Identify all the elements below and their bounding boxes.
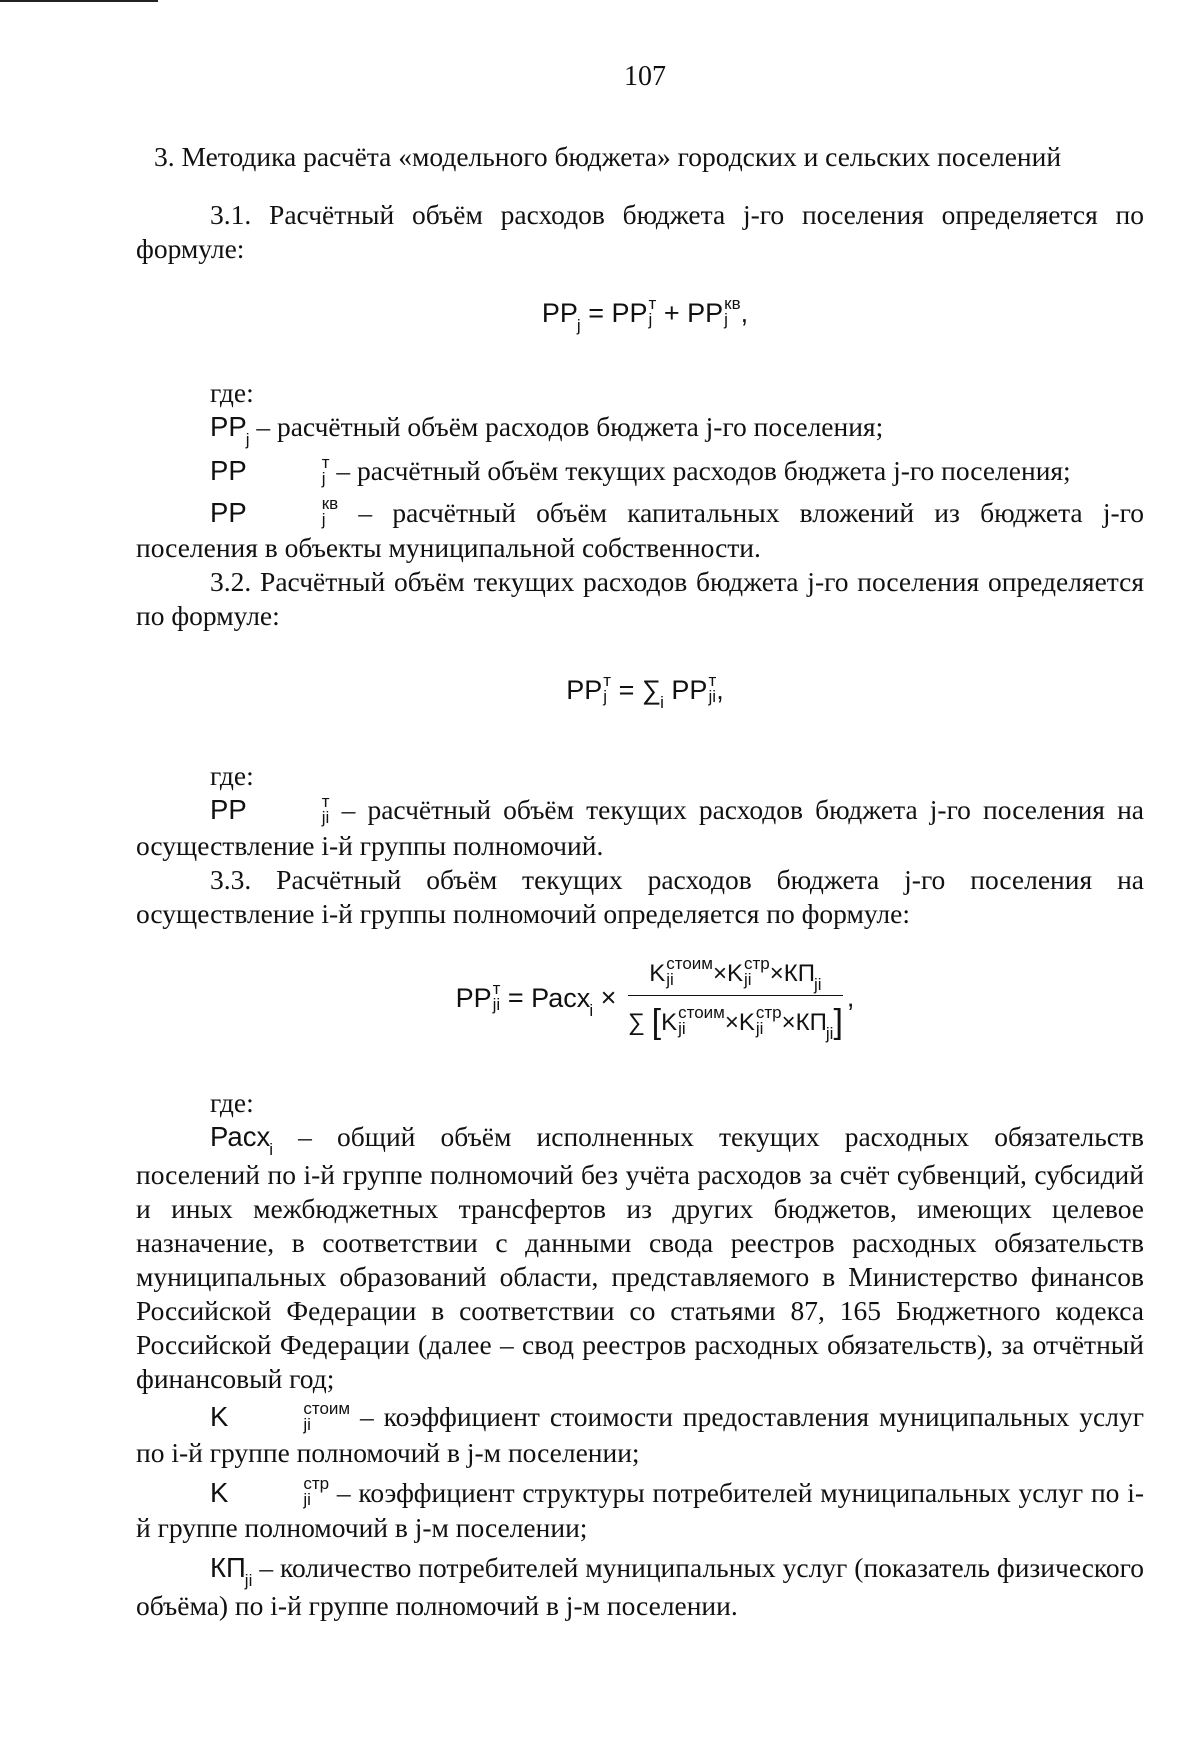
page-number: 107 xyxy=(624,61,666,92)
top-rule xyxy=(0,0,158,2)
formula-term: $PP_j$ xyxy=(541,298,581,335)
definitions-list-2 xyxy=(136,793,1144,863)
fraction-numerator: K стоим ji ×K стр ji $\times КП_{ji}$ xyxy=(628,957,843,996)
definition-item: PP кв j – расчётный объём капитальных вложений из бюджета j-го поселения в объекты муниципальной собственности. xyxy=(136,494,1144,564)
definition-item: PP т ji – расчётный объём текущих расходов бюджета j-го поселения на осуществление i-й группы полномочий. xyxy=(136,792,1144,862)
definition-item: Расх$_i$ – общий объём исполненных текущих расходных обязательств поселений по i-й группе полномочий без учёта расходов за счёт субвенций, субсидий и иных межбюджетных трансфертов из других бюджетов, имеющих целевое назначение, в соответствии с данными свода реестров расходных обязательств муниципальных образований области, представляемого в Министерство финансов Российской Федерации в соответствии со статьями 87, 165 Бюджетного кодекса Российской Федерации (далее – свод реестров расходных обязательств), за отчётный финансовый год; xyxy=(136,1121,1144,1395)
definition-item: K стр ji – коэффициент структуры потребителей муниципальных услуг по i-й группе полномочий в j-м поселении; xyxy=(136,1474,1144,1544)
definitions-list-3 xyxy=(136,1120,1144,1623)
formula-term: PP т ji xyxy=(455,978,501,1014)
formula-current-expenses: PP т j = $\sum_i$ PP т ji , xyxy=(566,671,724,713)
formula-total-expenses: $PP_j$ = PP т j + PP кв j , xyxy=(541,293,749,335)
definition-item: $КП_{ji}$ – количество потребителей муниципальных услуг (показатель физического объёма) по i-й группе полномочий в j-м поселении. xyxy=(136,1552,1144,1622)
formula-term: PP т j xyxy=(566,671,612,707)
paragraph-3-1: 3.1. Расчётный объём расходов бюджета j-го поселения определяется по формуле: xyxy=(136,199,1144,264)
section-title: 3. Методика расчёта «модельного бюджета» городских и сельских поселений xyxy=(154,141,1062,172)
sum-symbol: $\sum_i$ xyxy=(641,675,664,713)
where-label: где: xyxy=(210,377,254,408)
formula-term: PP кв j xyxy=(687,293,741,329)
formula-fraction xyxy=(627,953,843,1044)
where-label: где: xyxy=(210,760,254,792)
paragraph-3-3: 3.3. Расчётный объём текущих расходов бюджета j-го поселения на осуществление i-й группы полномочий определяется по формуле: xyxy=(136,864,1144,930)
formula-term: PP т ji xyxy=(671,671,717,707)
definition-item: K стоим ji – коэффициент стоимости предоставления муниципальных услуг по i-й группе полномочий в j-м поселении; xyxy=(136,1398,1144,1468)
paragraph-3-2: 3.2. Расчётный объём текущих расходов бюджета j-го поселения определяется по формуле: xyxy=(136,566,1144,632)
where-label: где: xyxy=(210,1087,254,1119)
formula-term: PP т j xyxy=(611,293,657,329)
formula-group-expenses: PP т ji = Расх$_i$ × K стоим ji ×K стр ji $\times КП_{ji}$ ∑ [K стоим ji ×K стр ji $\times КП_{ji}$] , xyxy=(455,953,855,1044)
fraction-denominator: ∑ [K стоим ji ×K стр ji $\times КП_{ji}$] xyxy=(627,1002,843,1044)
document-page xyxy=(136,60,1144,1623)
formula-term: Расх$_i$ xyxy=(531,982,594,1020)
definition-item: PP т j – расчётный объём текущих расходов бюджета j-го поселения; xyxy=(210,452,1071,488)
definition-item: $PP_j$ – расчётный объём расходов бюджета j-го поселения; xyxy=(210,411,884,449)
definitions-list-1 xyxy=(136,410,1144,565)
